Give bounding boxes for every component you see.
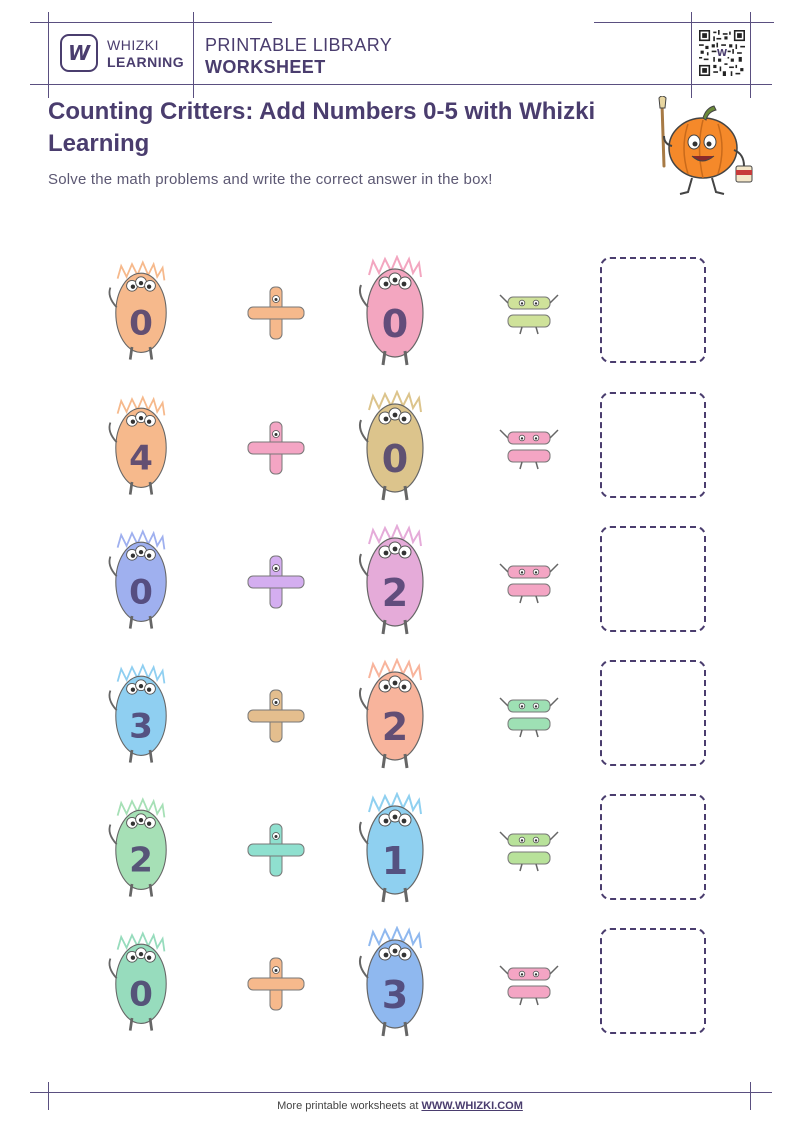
number-monster-digit: 4 <box>129 438 153 479</box>
equals-symbol-text: = <box>528 984 530 985</box>
number-monster-digit: 0 <box>381 302 409 346</box>
second-number-monster-illustration <box>355 255 435 367</box>
plus-sign-monster-icon <box>244 686 308 746</box>
answer-box[interactable] <box>600 660 706 766</box>
equals-symbol-text: = <box>528 448 530 449</box>
equals-sign-monster-icon <box>498 694 560 738</box>
frame-vertical-left <box>48 12 49 98</box>
plus-sign-monster-icon <box>244 820 308 880</box>
number-monster-digit: 3 <box>129 706 153 747</box>
number-monster-digit: 1 <box>381 839 409 883</box>
library-label <box>205 34 392 78</box>
answer-box[interactable] <box>600 526 706 632</box>
plus-sign-monster-icon <box>244 283 308 343</box>
number-monster-digit: 2 <box>381 705 409 749</box>
equals-sign-monster-icon <box>498 962 560 1006</box>
equals-symbol-text: = <box>528 716 530 717</box>
problem-row <box>0 658 800 788</box>
second-number-monster-illustration <box>355 658 435 770</box>
first-number-monster-illustration <box>105 524 177 636</box>
plus-sign-monster-icon <box>244 954 308 1014</box>
equals-sign-monster-icon <box>498 291 560 335</box>
qr-code-icon <box>699 30 745 76</box>
number-monster-digit: 0 <box>129 974 153 1015</box>
svg-text:W: W <box>716 48 728 60</box>
problem-row <box>0 926 800 1056</box>
second-number-monster-illustration <box>355 792 435 904</box>
second-number-monster-illustration <box>355 390 435 502</box>
brand-logo[interactable] <box>60 34 98 72</box>
footer-text: More printable worksheets at <box>277 1100 422 1112</box>
frame-top-line-left <box>30 22 272 23</box>
brand-logo-letter: W <box>67 41 91 65</box>
frame-vertical-far-right <box>750 12 751 98</box>
instructions-text: Solve the math problems and write the correct answer in the box! <box>48 171 493 188</box>
header-bottom-line <box>30 84 772 85</box>
problem-row <box>0 524 800 654</box>
equals-symbol-text: = <box>528 850 530 851</box>
answer-box[interactable] <box>600 257 706 363</box>
frame-vertical-right <box>691 12 692 98</box>
library-line-2: WORKSHEET <box>205 57 326 77</box>
answer-box[interactable] <box>600 928 706 1034</box>
footer <box>0 1100 800 1112</box>
second-number-monster-illustration <box>355 926 435 1038</box>
footer-link[interactable]: WWW.WHIZKI.COM <box>421 1100 523 1112</box>
number-monster-digit: 2 <box>381 571 409 615</box>
problem-row <box>0 792 800 922</box>
brand-line-1: WHIZKI <box>107 37 159 53</box>
answer-box[interactable] <box>600 794 706 900</box>
brand-name <box>107 37 184 71</box>
answer-box[interactable] <box>600 392 706 498</box>
library-line-1: PRINTABLE LIBRARY <box>205 35 393 55</box>
first-number-monster-illustration <box>105 255 177 367</box>
first-number-monster-illustration <box>105 658 177 770</box>
brand-line-2: LEARNING <box>107 54 185 70</box>
first-number-monster-illustration <box>105 926 177 1038</box>
pumpkin-mascot-illustration <box>648 96 758 200</box>
equals-symbol-text: = <box>528 582 530 583</box>
number-monster-digit: 0 <box>381 437 409 481</box>
second-number-monster-illustration <box>355 524 435 636</box>
number-monster-digit: 2 <box>129 840 153 881</box>
problem-row <box>0 255 800 385</box>
first-number-monster-illustration <box>105 792 177 904</box>
equals-sign-monster-icon <box>498 426 560 470</box>
number-monster-digit: 3 <box>381 973 409 1017</box>
plus-sign-monster-icon <box>244 552 308 612</box>
frame-vertical-mid <box>193 12 194 98</box>
frame-top-line-right <box>594 22 774 23</box>
plus-sign-monster-icon <box>244 418 308 478</box>
first-number-monster-illustration <box>105 390 177 502</box>
equals-sign-monster-icon <box>498 560 560 604</box>
number-monster-digit: 0 <box>129 303 153 344</box>
equals-sign-monster-icon <box>498 828 560 872</box>
footer-top-line <box>30 1092 772 1093</box>
problem-row <box>0 390 800 520</box>
number-monster-digit: 0 <box>129 572 153 613</box>
page-title: Counting Critters: Add Numbers 0-5 with Whizki Learning <box>48 98 596 157</box>
equals-symbol-text: = <box>528 313 530 314</box>
